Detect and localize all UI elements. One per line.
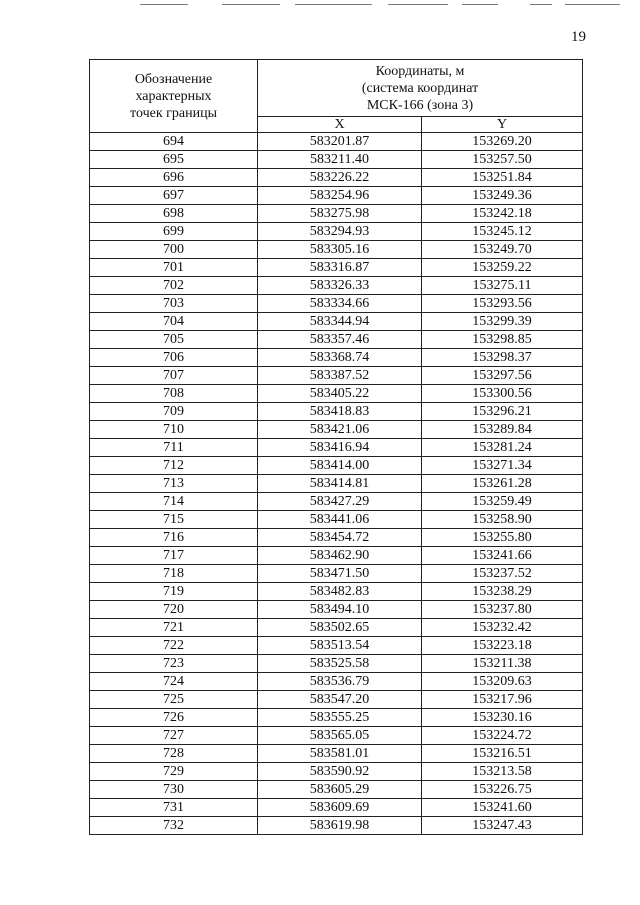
table-row [90,313,583,331]
point-cell: 705 [90,331,258,349]
table-row [90,349,583,367]
x-coordinate-cell: 583536.79 [258,673,422,691]
header-line: точек границы [130,105,217,121]
y-coordinate-cell: 153271.34 [422,457,583,475]
point-cell: 717 [90,547,258,565]
point-cell: 724 [90,673,258,691]
table-row [90,439,583,457]
point-cell: 716 [90,529,258,547]
point-cell: 708 [90,385,258,403]
table-row [90,475,583,493]
point-cell: 719 [90,583,258,601]
point-cell: 701 [90,259,258,277]
x-coordinate-cell: 583471.50 [258,565,422,583]
point-cell: 727 [90,727,258,745]
table-row [90,259,583,277]
table-row [90,493,583,511]
header-line: Обозначение [134,71,213,87]
x-coordinate-cell: 583609.69 [258,799,422,817]
x-coordinate-cell: 583305.16 [258,241,422,259]
y-coordinate-cell: 153242.18 [422,205,583,223]
x-coordinate-cell: 583441.06 [258,511,422,529]
x-coordinate-cell: 583619.98 [258,817,422,835]
table-row [90,529,583,547]
y-coordinate-cell: 153249.70 [422,241,583,259]
x-coordinate-cell: 583326.33 [258,277,422,295]
table-row [90,367,583,385]
y-coordinate-cell: 153275.11 [422,277,583,295]
point-cell: 732 [90,817,258,835]
table-row [90,709,583,727]
table-row [90,241,583,259]
table-row [90,421,583,439]
point-cell: 711 [90,439,258,457]
x-coordinate-cell: 583211.40 [258,151,422,169]
y-coordinate-cell: 153211.38 [422,655,583,673]
y-coordinate-cell: 153224.72 [422,727,583,745]
x-coordinate-cell: 583525.58 [258,655,422,673]
point-cell: 696 [90,169,258,187]
point-cell: 702 [90,277,258,295]
x-coordinate-cell: 583294.93 [258,223,422,241]
x-coordinate-cell: 583482.83 [258,583,422,601]
table-row [90,169,583,187]
top-scan-rule [222,4,280,5]
table-row [90,619,583,637]
point-cell: 698 [90,205,258,223]
coordinates-table [89,59,583,835]
x-coordinate-cell: 583565.05 [258,727,422,745]
table-row [90,799,583,817]
table-row [90,763,583,781]
point-cell: 697 [90,187,258,205]
y-coordinate-cell: 153237.52 [422,565,583,583]
point-cell: 715 [90,511,258,529]
y-coordinate-cell: 153209.63 [422,673,583,691]
top-scan-rule [140,4,188,5]
coordinates-header [258,60,583,117]
table-row [90,565,583,583]
table-row [90,205,583,223]
y-coordinate-cell: 153247.43 [422,817,583,835]
y-coordinate-cell: 153293.56 [422,295,583,313]
table-row [90,655,583,673]
table-row [90,385,583,403]
y-coordinate-cell: 153296.21 [422,403,583,421]
y-coordinate-cell: 153297.56 [422,367,583,385]
x-coordinate-cell: 583590.92 [258,763,422,781]
table-row [90,277,583,295]
point-cell: 725 [90,691,258,709]
point-cell: 700 [90,241,258,259]
point-cell: 730 [90,781,258,799]
point-cell: 694 [90,133,258,151]
point-cell: 707 [90,367,258,385]
x-coordinate-cell: 583547.20 [258,691,422,709]
table-row [90,583,583,601]
table-row [90,817,583,835]
y-coordinate-cell: 153237.80 [422,601,583,619]
y-coordinate-cell: 153298.37 [422,349,583,367]
top-scan-rule [530,4,552,5]
table-row [90,511,583,529]
point-cell: 710 [90,421,258,439]
y-coordinate-cell: 153232.42 [422,619,583,637]
x-coordinate-cell: 583414.81 [258,475,422,493]
y-coordinate-cell: 153289.84 [422,421,583,439]
y-coordinate-cell: 153259.49 [422,493,583,511]
table-row [90,151,583,169]
y-coordinate-cell: 153230.16 [422,709,583,727]
y-coordinate-cell: 153245.12 [422,223,583,241]
table-row [90,295,583,313]
header-line: МСК-166 (зона 3) [366,97,474,113]
point-cell: 723 [90,655,258,673]
y-coordinate-cell: 153261.28 [422,475,583,493]
x-coordinate-cell: 583226.22 [258,169,422,187]
y-coordinate-cell: 153226.75 [422,781,583,799]
x-column-header: X [258,117,422,133]
table-row [90,331,583,349]
header-line: Координаты, м [375,63,465,79]
x-coordinate-cell: 583418.83 [258,403,422,421]
point-cell: 729 [90,763,258,781]
x-coordinate-cell: 583334.66 [258,295,422,313]
point-cell: 713 [90,475,258,493]
table-row [90,403,583,421]
table-row [90,637,583,655]
table-row [90,601,583,619]
x-coordinate-cell: 583513.54 [258,637,422,655]
table-row [90,457,583,475]
table-row [90,133,583,151]
table-body [90,133,583,835]
point-cell: 699 [90,223,258,241]
y-coordinate-cell: 153298.85 [422,331,583,349]
x-coordinate-cell: 583502.65 [258,619,422,637]
table-header [90,60,583,133]
y-coordinate-cell: 153217.96 [422,691,583,709]
top-scan-rule [388,4,448,5]
table-row [90,745,583,763]
point-cell: 714 [90,493,258,511]
y-coordinate-cell: 153238.29 [422,583,583,601]
y-coordinate-cell: 153249.36 [422,187,583,205]
y-coordinate-cell: 153300.56 [422,385,583,403]
table-row [90,547,583,565]
point-cell: 720 [90,601,258,619]
x-coordinate-cell: 583421.06 [258,421,422,439]
point-cell: 726 [90,709,258,727]
x-coordinate-cell: 583316.87 [258,259,422,277]
top-scan-rule [565,4,620,5]
x-coordinate-cell: 583405.22 [258,385,422,403]
x-coordinate-cell: 583416.94 [258,439,422,457]
x-coordinate-cell: 583462.90 [258,547,422,565]
point-cell: 728 [90,745,258,763]
point-cell: 731 [90,799,258,817]
table-row [90,223,583,241]
point-designation-header [90,60,258,133]
x-coordinate-cell: 583454.72 [258,529,422,547]
y-coordinate-cell: 153241.66 [422,547,583,565]
x-coordinate-cell: 583368.74 [258,349,422,367]
y-coordinate-cell: 153251.84 [422,169,583,187]
x-coordinate-cell: 583494.10 [258,601,422,619]
page-number: 19 [571,29,586,45]
y-coordinate-cell: 153299.39 [422,313,583,331]
x-coordinate-cell: 583427.29 [258,493,422,511]
x-coordinate-cell: 583581.01 [258,745,422,763]
point-cell: 704 [90,313,258,331]
point-cell: 712 [90,457,258,475]
x-coordinate-cell: 583344.94 [258,313,422,331]
table-row [90,691,583,709]
y-coordinate-cell: 153281.24 [422,439,583,457]
y-coordinate-cell: 153259.22 [422,259,583,277]
x-coordinate-cell: 583605.29 [258,781,422,799]
header-line: характерных [135,88,212,104]
point-cell: 695 [90,151,258,169]
y-coordinate-cell: 153216.51 [422,745,583,763]
x-coordinate-cell: 583201.87 [258,133,422,151]
x-coordinate-cell: 583275.98 [258,205,422,223]
top-scan-rule [295,4,372,5]
x-coordinate-cell: 583555.25 [258,709,422,727]
y-column-header: Y [422,117,583,133]
point-cell: 709 [90,403,258,421]
point-cell: 722 [90,637,258,655]
x-coordinate-cell: 583357.46 [258,331,422,349]
table-row [90,187,583,205]
point-cell: 703 [90,295,258,313]
y-coordinate-cell: 153258.90 [422,511,583,529]
point-cell: 718 [90,565,258,583]
top-scan-rule [462,4,498,5]
y-coordinate-cell: 153213.58 [422,763,583,781]
x-coordinate-cell: 583387.52 [258,367,422,385]
y-coordinate-cell: 153223.18 [422,637,583,655]
y-coordinate-cell: 153269.20 [422,133,583,151]
y-coordinate-cell: 153257.50 [422,151,583,169]
point-cell: 706 [90,349,258,367]
table-row [90,673,583,691]
y-coordinate-cell: 153241.60 [422,799,583,817]
y-coordinate-cell: 153255.80 [422,529,583,547]
x-coordinate-cell: 583414.00 [258,457,422,475]
x-coordinate-cell: 583254.96 [258,187,422,205]
header-line: (система координат [361,80,479,96]
point-cell: 721 [90,619,258,637]
table-row [90,727,583,745]
table-row [90,781,583,799]
